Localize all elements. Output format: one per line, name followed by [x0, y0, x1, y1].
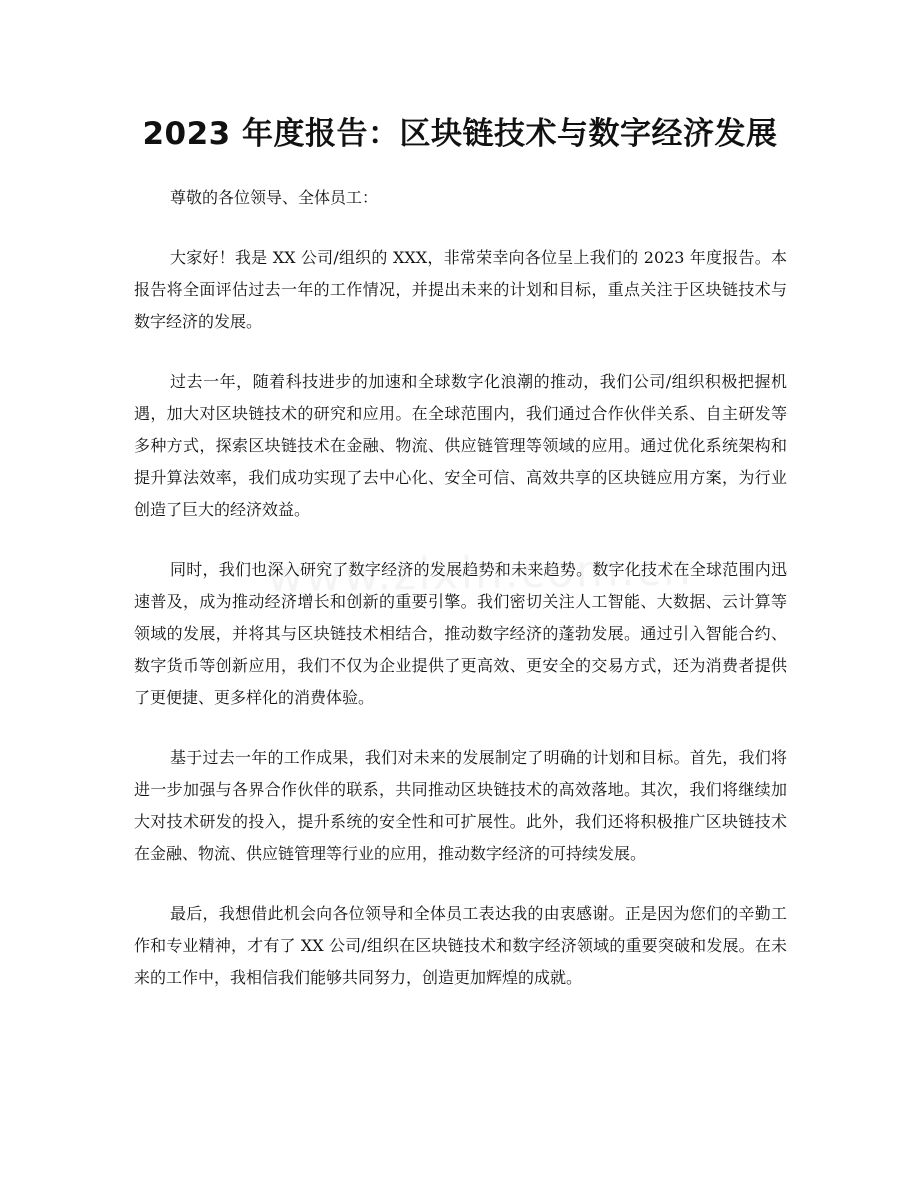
body-paragraph: 过去一年，随着科技进步的加速和全球数字化浪潮的推动，我们公司/组织积极把握机遇，加大对区块链技术的研究和应用。在全球范围内，我们通过合作伙伴关系、自主研发等多种方式，探索区块链技术在金融、物流、供应链管理等领域的应用。通过优化系统架构和提升算法效率，我们成功实现了去中心化、安全可信、高效共享的区块链应用方案，为行业创造了巨大的经济效益。 [134, 372, 787, 519]
salutation-paragraph: 尊敬的各位领导、全体员工： [170, 188, 379, 207]
document-title: 2023 年度报告：区块链技术与数字经济发展 [142, 116, 778, 152]
body-paragraph: 基于过去一年的工作成果，我们对未来的发展制定了明确的计划和目标。首先，我们将进一步加强与各界合作伙伴的联系，共同推动区块链技术的高效落地。其次，我们将继续加大对技术研发的投入，提升系统的安全性和可扩展性。此外，我们还将积极推广区块链技术在金融、物流、供应链管理等行业的应用，推动数字经济的可持续发展。 [134, 748, 787, 863]
closing-paragraph: 最后，我想借此机会向各位领导和全体员工表达我的由衷感谢。正是因为您们的辛勤工作和专业精神，才有了 XX 公司/组织在区块链技术和数字经济领域的重要突破和发展。在未来的工作中，我相信我们能够共同努力，创造更加辉煌的成就。 [134, 904, 787, 987]
document-body [134, 182, 787, 1022]
body-paragraph: 同时，我们也深入研究了数字经济的发展趋势和未来趋势。数字化技术在全球范围内迅速普及，成为推动经济增长和创新的重要引擎。我们密切关注人工智能、大数据、云计算等领域的发展，并将其与区块链技术相结合，推动数字经济的蓬勃发展。通过引入智能合约、数字货币等创新应用，我们不仅为企业提供了更高效、更安全的交易方式，还为消费者提供了更便捷、更多样化的消费体验。 [134, 560, 787, 707]
body-paragraph: 大家好！我是 XX 公司/组织的 XXX，非常荣幸向各位呈上我们的 2023 年度报告。本报告将全面评估过去一年的工作情况，并提出未来的计划和目标，重点关注于区块链技术与数字经济的发展。 [134, 248, 787, 331]
